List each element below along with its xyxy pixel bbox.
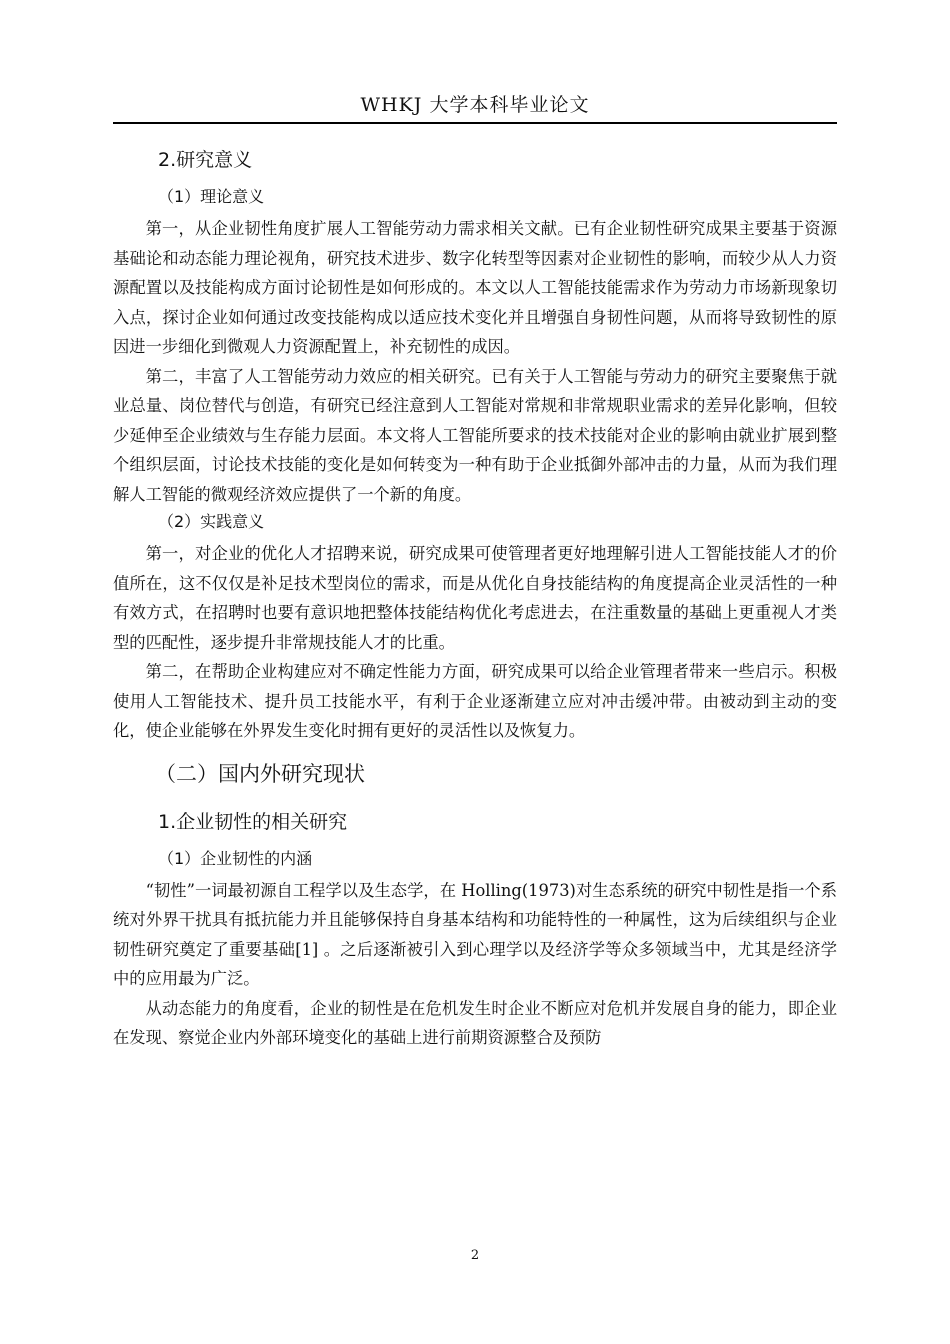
paragraph: 从动态能力的角度看，企业的韧性是在危机发生时企业不断应对危机并发展自身的能力，即企业在发现、察觉企业内外部环境变化的基础上进行前期资源整合及预防 [113,998,837,1047]
header-title: WHKJ 大学本科毕业论文 [360,94,590,116]
heading-resilience-connotation: （1）企业韧性的内涵 [158,848,313,868]
paragraph: 第一，从企业韧性角度扩展人工智能劳动力需求相关文献。已有企业韧性研究成果主要基于资源基础论和动态能力理论视角，研究技术进步、数字化转型等因素对企业韧性的影响，而较少从人力资源配置以及技能构成方面讨论韧性是如何形成的。本文以人工智能技能需求作为劳动力市场新现象切入点，探讨企业如何通过改变技能构成以适应技术变化并且增强自身韧性问题，从而将导致韧性的原因进一步细化到微观人力资源配置上，补充韧性的成因。 [113,219,837,356]
page-number: 2 [470,1248,480,1263]
page-body [113,140,837,1053]
paragraph: 第一，对企业的优化人才招聘来说，研究成果可使管理者更好地理解引进人工智能技能人才的价值所在，这不仅仅是补足技术型岗位的需求，而是从优化自身技能结构的角度提高企业灵活性的一种有效方式，在招聘时也要有意识地把整体技能结构优化考虑进去，在注重数量的基础上更重视人才类型的匹配性，逐步提升非常规技能人才的比重。 [113,544,837,652]
heading-enterprise-resilience-research: 1.企业韧性的相关研究 [158,810,348,833]
page-header [113,88,837,124]
paragraph: 第二，在帮助企业构建应对不确定性能力方面，研究成果可以给企业管理者带来一些启示。积极使用人工智能技术、提升员工技能水平，有利于企业逐渐建立应对冲击缓冲带。由被动到主动的变化，使企业能够在外界发生变化时拥有更好的灵活性以及恢复力。 [113,662,837,740]
heading-research-significance: 2.研究意义 [158,149,253,171]
heading-research-status: （二）国内外研究现状 [155,761,365,786]
paragraph: “韧性”一词最初源自工程学以及生态学，在 Holling(1973)对生态系统的研究中韧性是指一个系统对外界干扰具有抵抗能力并且能够保持自身基本结构和功能特性的一种属性，这为后续组织与企业韧性研究奠定了重要基础[1] 。之后逐渐被引入到心理学以及经济学等众多领域当中，尤其是经济学中的应用最为广泛。 [113,880,837,988]
paragraph: 第二，丰富了人工智能劳动力效应的相关研究。已有关于人工智能与劳动力的研究主要聚焦于就业总量、岗位替代与创造，有研究已经注意到人工智能对常规和非常规职业需求的差异化影响，但较少延伸至企业绩效与生存能力层面。本文将人工智能所要求的技术技能对企业的影响由就业扩展到整个组织层面，讨论技术技能的变化是如何转变为一种有助于企业抵御外部冲击的力量，从而为我们理解人工智能的微观经济效应提供了一个新的角度。 [113,366,837,504]
heading-practical-significance: （2）实践意义 [158,512,265,531]
heading-theoretical-significance: （1）理论意义 [158,187,265,206]
